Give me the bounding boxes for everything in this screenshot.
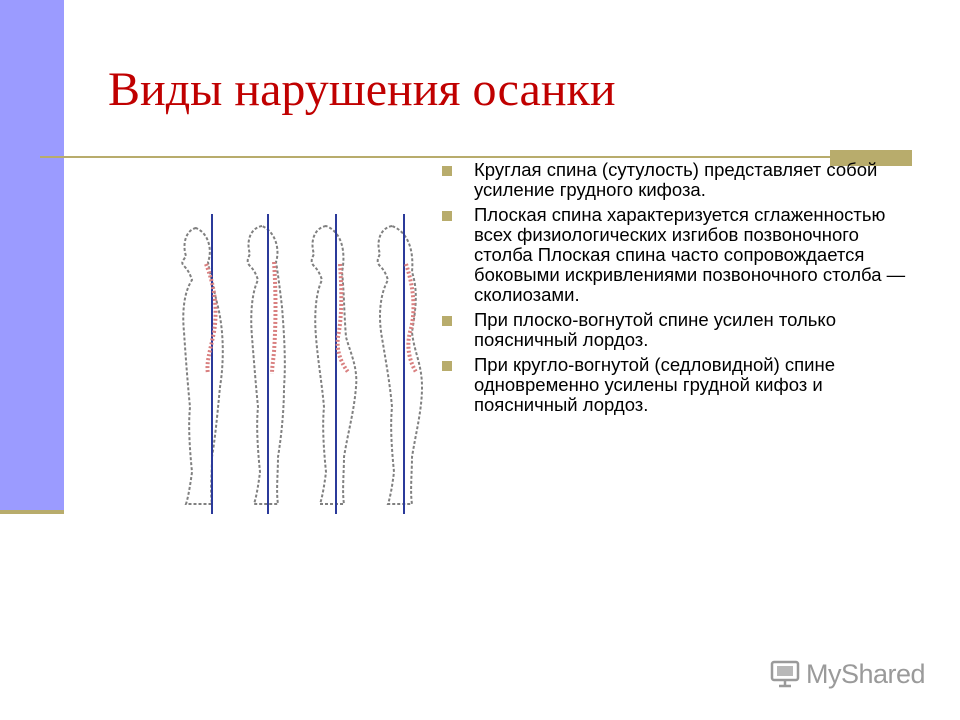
posture-figure-saddle-back [378,214,422,514]
bullet-text: При кругло-вогнутой (седловидной) спине одновременно усилены грудной кифоз и поясничный лордоз. [474,354,836,415]
bullet-item [440,205,910,305]
bullet-marker [442,361,452,371]
watermark-text: MyShared [806,658,926,689]
bullet-text: Круглая спина (сутулость) представляет собой усиление грудного кифоза. [474,159,878,200]
bullet-item [440,310,910,350]
posture-illustration [166,212,432,517]
bullet-item [440,355,910,415]
posture-figure-flat-back [248,214,285,514]
bullet-marker [442,166,452,176]
posture-figure-flat-concave-back [312,214,357,514]
watermark-logo [770,658,925,690]
slide-title: Виды нарушения осанки [108,63,616,116]
posture-figure-round-back [182,214,222,514]
bullet-list [440,160,910,420]
bullet-item [440,160,910,200]
bullet-marker [442,316,452,326]
bullet-marker [442,211,452,221]
projector-icon [770,660,800,688]
side-accent-bar-shadow [0,510,64,514]
bullet-text: Плоская спина характеризуется сглаженностью всех физиологических изгибов позвоночного столба Плоская спина часто сопровождается боковыми искривлениями позвоночного столба — сколиозами. [474,204,906,305]
title-divider [40,156,912,158]
bullet-text: При плоско-вогнутой спине усилен только поясничный лордоз. [474,309,837,350]
side-accent-bar [0,0,64,512]
